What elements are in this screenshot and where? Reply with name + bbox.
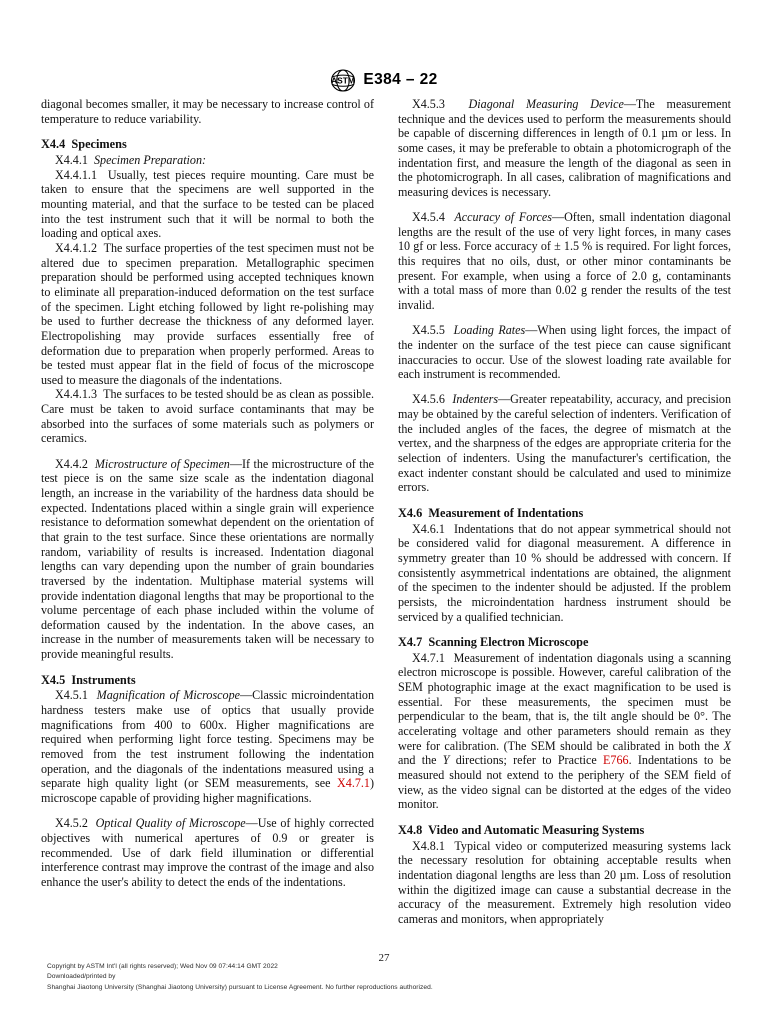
license-line: Shanghai Jiaotong University (Shanghai Jiaotong University) pursuant to License Agreement. No further reproductions authorized. — [47, 983, 433, 991]
paragraph-x4-5-2: X4.5.2 Optical Quality of Microscope—Use of highly corrected objectives with numerical apertures of 0.9 or greater is recommended. Use of dark field illumination or differential interference contrast may improve the contrast of the image and also enhance the user's ability to detect the ends of the indentations. — [41, 816, 374, 889]
paragraph-x4-5-1: X4.5.1 Magnification of Microscope—Classic microindentation hardness testers make use of optics that usually provide magnifications from 400 to 600x. Higher magnifications are required when performing light force testing. Specimens may be removed from the test instrument following the indentation operation, and the diagonals of the indentations measured using a separate high quality light (or SEM measurements, see X4.7.1) microscope capable of providing higher magnifications. — [41, 688, 375, 806]
paragraph-x4-5-5: X4.5.5 Loading Rates—When using light forces, the impact of the indenter on the surface of the test piece can cause significant inaccuracies to occur. Use of the slowest loading rate available for each instrument is recommended. — [398, 323, 731, 382]
right-column — [398, 97, 731, 927]
cross-reference-link-x4-7-1[interactable]: X4.7.1 — [337, 776, 370, 791]
paragraph-x4-8-1: X4.8.1 Typical video or computerized measuring systems lack the necessary resolution for obtaining acceptable results when indentation diagonal lengths are less than 20 µm. Loss of resolution within the digitized image can cause a substantial decrease in the accuracy of the measurement. Extremely high resolution video cameras and monitors, when appropriately — [398, 838, 731, 926]
paragraph-x4-5-3: X4.5.3 Diagonal Measuring Device—The measurement technique and the devices used to perform the measurements should be capable of discerning differences in length of 0.1 µm or less. In some cases, it may be preferable to obtain a photomicrograph of the indentation first, and measure the length of the diagonal as seen in the photomicrograph. In all cases, calibration of magnifications and measuring devices is necessary. — [398, 97, 732, 199]
left-column — [41, 97, 374, 927]
paragraph-x4-4-1-1: X4.4.1.1 Usually, test pieces require mounting. Care must be taken to ensure that the specimens are well supported in the mounting material, and that the surface to be tested can be placed into the test instrument such that it will be normal to both the loading and optical axes. — [41, 167, 374, 241]
paragraph-x4-4-2: X4.4.2 Microstructure of Specimen—If the microstructure of the test piece is on the same size scale as the indentation diagonal length, an increase in the variability of the hardness data should be expected. Indentations placed within a single grain will experience resistance to deformation somewhat dependent on the orientation of that grain to the test surface. Since these orientations are normally random, variability of results is increased. Indentation diagonal lengths can vary depending upon the number of grain boundaries traversed by the indentation. Multiphase material systems will provide indentation diagonal lengths that may be proportional to the volume percentage of each phase included within the volume of deformation caused by the indentation. In the above cases, an increase in the number of measurements taken will be necessary to provide meaningful results. — [41, 456, 375, 662]
paragraph-x4-7-1: X4.7.1 Measurement of indentation diagonals using a scanning electron microscope is possible. However, careful calibration of the SEM photographic image at the exact magnification to be used is essential. For these measurements, the specimen must be perpendicular to the beam, that is, the tilt angle should be 0°. The accelerating voltage and other parameters should remain as they were for calibration. (The SEM should be calibrated in both the X and the Y directions; refer to Practice E766. Indentations to be measured should not extend to the periphery of the SEM field of view, as the video signal can be distorted at the edges of the video monitor. — [398, 650, 731, 812]
downloaded-by-line: Downloaded/printed by — [47, 973, 116, 981]
two-column-body — [41, 97, 731, 927]
paragraph-x4-4-1-3: X4.4.1.3 The surfaces to be tested should be as clean as possible. Care must be taken to avoid surface contaminants that may be absorbed into the surfaces of some materials such as polymers or ceramics. — [41, 387, 374, 446]
svg-text:ASTM: ASTM — [331, 75, 356, 86]
astm-logo-icon — [330, 69, 356, 93]
cross-reference-link-e766[interactable]: E766 — [603, 753, 629, 768]
paragraph-x4-5-4: X4.5.4 Accuracy of Forces—Often, small indentation diagonal lengths are the result of the use of very light forces, in many cases 10 gf or less. Force accuracy of ± 1.5 % is required. For light forces, this requires that no oils, dust, or other minor contaminants be present. For example, when using a force of 2.0 g, contaminants with a total mass of more than 0.02 g render the results of the test invalid. — [398, 210, 732, 313]
heading-x4-6: X4.6 Measurement of Indentations — [398, 505, 584, 520]
heading-x4-7: X4.7 Scanning Electron Microscope — [398, 635, 589, 650]
copyright-line: Copyright by ASTM Int'l (all rights reserved); Wed Nov 09 07:44:14 GMT 2022 — [47, 963, 278, 970]
heading-x4-4: X4.4 Specimens — [41, 137, 127, 152]
page-number: 27 — [378, 952, 390, 964]
paragraph-continued: diagonal becomes smaller, it may be necessary to increase control of temperature to reduce variability. — [41, 97, 374, 126]
heading-x4-8: X4.8 Video and Automatic Measuring Systems — [398, 823, 645, 838]
copyright-footer — [47, 962, 727, 993]
paragraph-x4-6-1: X4.6.1 Indentations that do not appear symmetrical should not be considered valid for diagonal measurement. A difference in symmetry greater than 10 % should be addressed with concern. If consistently asymmetrical indentations are obtained, the alignment of the specimen to the indenter should be adjusted. If the problem persists, the microindentation hardness instrument should be serviced by a qualified technician. — [398, 521, 731, 624]
paragraph-x4-4-1: X4.4.1 Specimen Preparation: — [55, 152, 207, 167]
paragraph-x4-5-6: X4.5.6 Indenters—Greater repeatability, accuracy, and precision may be obtained by the careful selection of indenters. Verification of the included angles of the faces, the degree of mismatch at the vertex, and the sharpness of the edges are appropriate criteria for the selection of indenters. Using the manufacturer's certification, the exact indenter constant should be calculated and used to minimize errors. — [398, 392, 732, 495]
standard-designation: E384 – 22 — [363, 71, 438, 88]
page-header — [0, 68, 768, 92]
paragraph-x4-4-1-2: X4.4.1.2 The surface properties of the test specimen must not be altered due to specimen preparation. Metallographic specimen preparation should be performed using accepted techniques known to eliminate all preparation-induced deformation on the test surface of the specimen. Light etching followed by light re-polishing may be used to further decrease the thickness of any deformed layer. Electropolishing may provide surfaces essentially free of deformation due to preparation when properly performed. Areas to be tested must appear flat in the field of focus of the microscope used to measure the diagonals of the indentations. — [41, 240, 374, 387]
heading-x4-5: X4.5 Instruments — [41, 672, 136, 687]
